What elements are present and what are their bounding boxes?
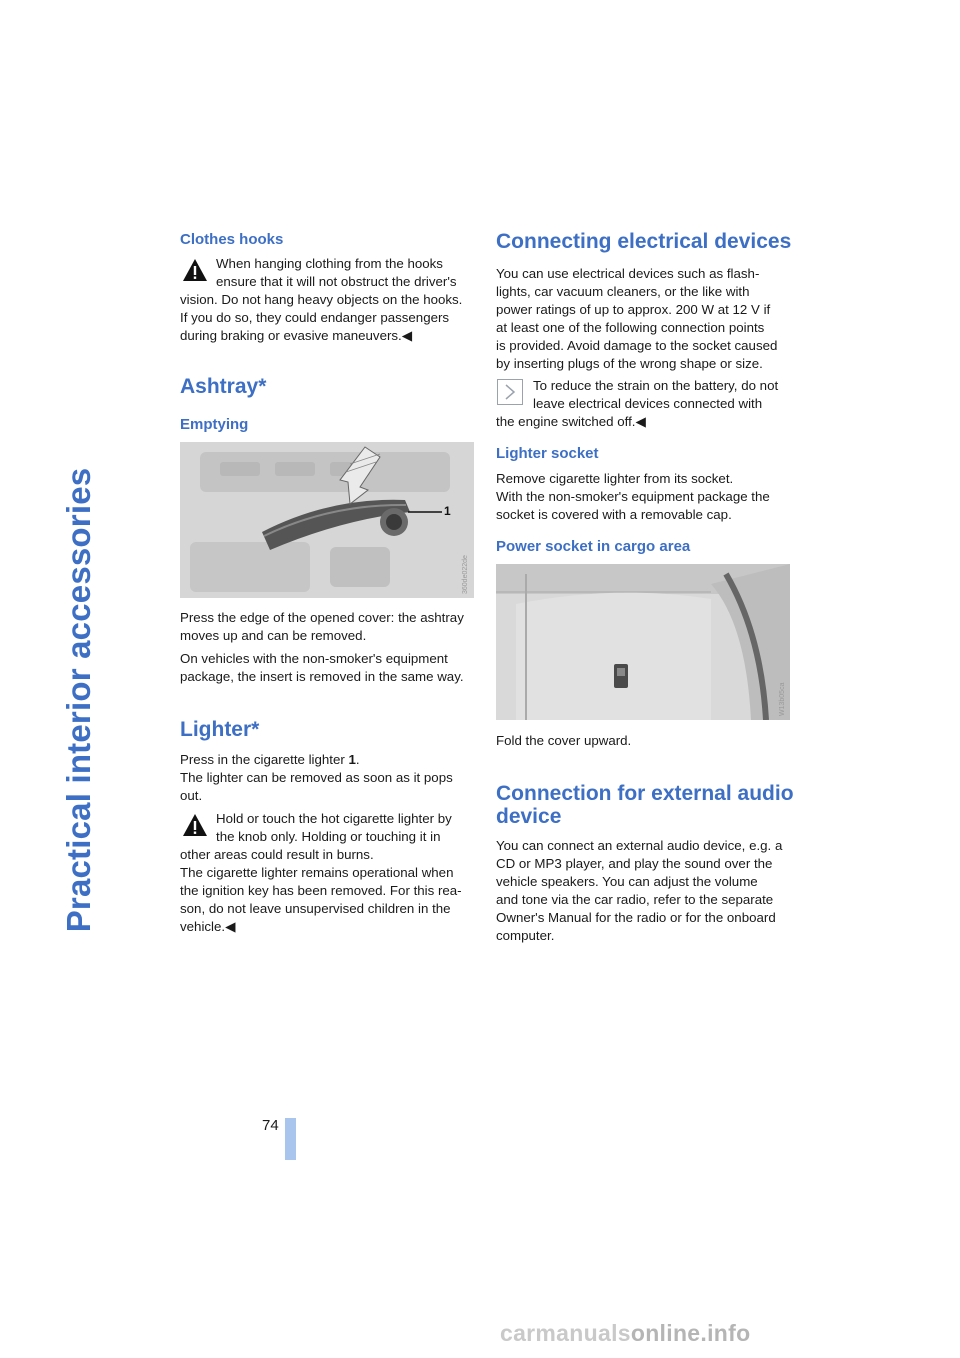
note-arrow-icon bbox=[497, 379, 523, 405]
ashtray-p1-line-2: moves up and can be removed. bbox=[180, 628, 367, 643]
lighter-p1-suffix: . bbox=[355, 752, 360, 767]
clothes-hooks-warning-line-3: vision. Do not hang heavy objects on the hooks. bbox=[180, 292, 463, 307]
lighter-socket-line-3: socket is covered with a removable cap. bbox=[496, 507, 732, 522]
chapter-title-text: Practical interior accessories bbox=[60, 467, 97, 933]
connecting-p1-line-1: You can use electrical devices such as flash- bbox=[496, 266, 760, 281]
external-audio-line-5: Owner's Manual for the radio or for the onboard bbox=[496, 910, 776, 925]
external-audio-line-3: vehicle speakers. You can adjust the volume bbox=[496, 874, 758, 889]
connecting-note-line-1: To reduce the strain on the battery, do not bbox=[533, 378, 779, 393]
heading-ashtray: Ashtray* bbox=[180, 375, 267, 398]
external-audio-line-1: You can connect an external audio device, e.g. a bbox=[496, 838, 783, 853]
lighter-p1-callout: 1 bbox=[348, 752, 356, 767]
connecting-note-line-2: leave electrical devices connected with bbox=[533, 396, 763, 411]
connecting-p1-line-4: at least one of the following connection points bbox=[496, 320, 765, 335]
lighter-warning-line-5: the ignition key has been removed. For this rea- bbox=[180, 883, 462, 898]
external-audio-line-4: and tone via the car radio, refer to the separate bbox=[496, 892, 774, 907]
lighter-warning-line-1: Hold or touch the hot cigarette lighter by bbox=[216, 811, 452, 826]
connecting-p1-line-5: is provided. Avoid damage to the socket caused bbox=[496, 338, 778, 353]
connecting-note-line-3: the engine switched off.◀ bbox=[496, 414, 646, 429]
lighter-socket-line-1: Remove cigarette lighter from its socket. bbox=[496, 471, 734, 486]
heading-lighter: Lighter* bbox=[180, 718, 260, 741]
heading-lighter-socket: Lighter socket bbox=[496, 445, 599, 462]
lighter-p1-line-2: The lighter can be removed as soon as it pops bbox=[180, 770, 453, 785]
lighter-warning-line-6: son, do not leave unsupervised children in the bbox=[180, 901, 451, 916]
lighter-p1-prefix: Press in the cigarette lighter bbox=[180, 752, 349, 767]
heading-power-socket-cargo: Power socket in cargo area bbox=[496, 538, 691, 555]
image-code: 360de022de bbox=[462, 555, 469, 594]
cargo-socket-illustration bbox=[496, 564, 790, 720]
lighter-warning-line-4: The cigarette lighter remains operational when bbox=[180, 865, 454, 880]
page-marker-bar bbox=[285, 1118, 296, 1160]
warning-triangle-icon bbox=[182, 813, 208, 837]
ashtray-p1-line-1: Press the edge of the opened cover: the ashtray bbox=[180, 610, 464, 625]
lighter-socket-line-2: With the non-smoker's equipment package the bbox=[496, 489, 770, 504]
lighter-warning-line-2: the knob only. Holding or touching it in bbox=[216, 829, 441, 844]
connecting-p1-line-2: lights, car vacuum cleaners, or the like with bbox=[496, 284, 750, 299]
heading-clothes-hooks: Clothes hooks bbox=[180, 231, 284, 248]
power-socket-caption: Fold the cover upward. bbox=[496, 733, 632, 748]
heading-emptying: Emptying bbox=[180, 416, 249, 433]
external-audio-line-6: computer. bbox=[496, 928, 555, 943]
connecting-p1-line-6: by inserting plugs of the wrong shape or size. bbox=[496, 356, 763, 371]
image-code: W13b05ca bbox=[779, 682, 786, 716]
site-watermark bbox=[500, 1320, 750, 1347]
warning-triangle-icon bbox=[182, 258, 208, 282]
lighter-p1-line-1 bbox=[180, 751, 474, 769]
external-audio-line-2: CD or MP3 player, and play the sound over the bbox=[496, 856, 773, 871]
clothes-hooks-warning-line-4: If you do so, they could endanger passengers bbox=[180, 310, 450, 325]
ashtray-p2-line-1: On vehicles with the non-smoker's equipment bbox=[180, 651, 448, 666]
chapter-side-title bbox=[0, 240, 159, 1160]
heading-external-audio-line-1: Connection for external audio bbox=[496, 782, 794, 805]
callout-label-1: 1 bbox=[444, 504, 451, 518]
watermark-suffix: online.info bbox=[630, 1320, 751, 1346]
clothes-hooks-warning-line-2: ensure that it will not obstruct the driver's bbox=[216, 274, 457, 289]
page-number: 74 bbox=[262, 1117, 279, 1134]
clothes-hooks-warning-line-1: When hanging clothing from the hooks bbox=[216, 256, 443, 271]
clothes-hooks-warning-line-5: during braking or evasive maneuvers.◀ bbox=[180, 328, 412, 343]
ashtray-illustration bbox=[180, 442, 474, 598]
heading-external-audio-line-2: device bbox=[496, 805, 562, 828]
ashtray-p2-line-2: package, the insert is removed in the same way. bbox=[180, 669, 464, 684]
lighter-warning-line-7: vehicle.◀ bbox=[180, 919, 236, 934]
watermark-prefix: carmanuals bbox=[500, 1320, 631, 1346]
lighter-warning-line-3: other areas could result in burns. bbox=[180, 847, 374, 862]
lighter-p1-line-3: out. bbox=[180, 788, 203, 803]
heading-connecting-electrical-devices: Connecting electrical devices bbox=[496, 230, 792, 253]
connecting-p1-line-3: power ratings of up to approx. 200 W at 12 V if bbox=[496, 302, 771, 317]
